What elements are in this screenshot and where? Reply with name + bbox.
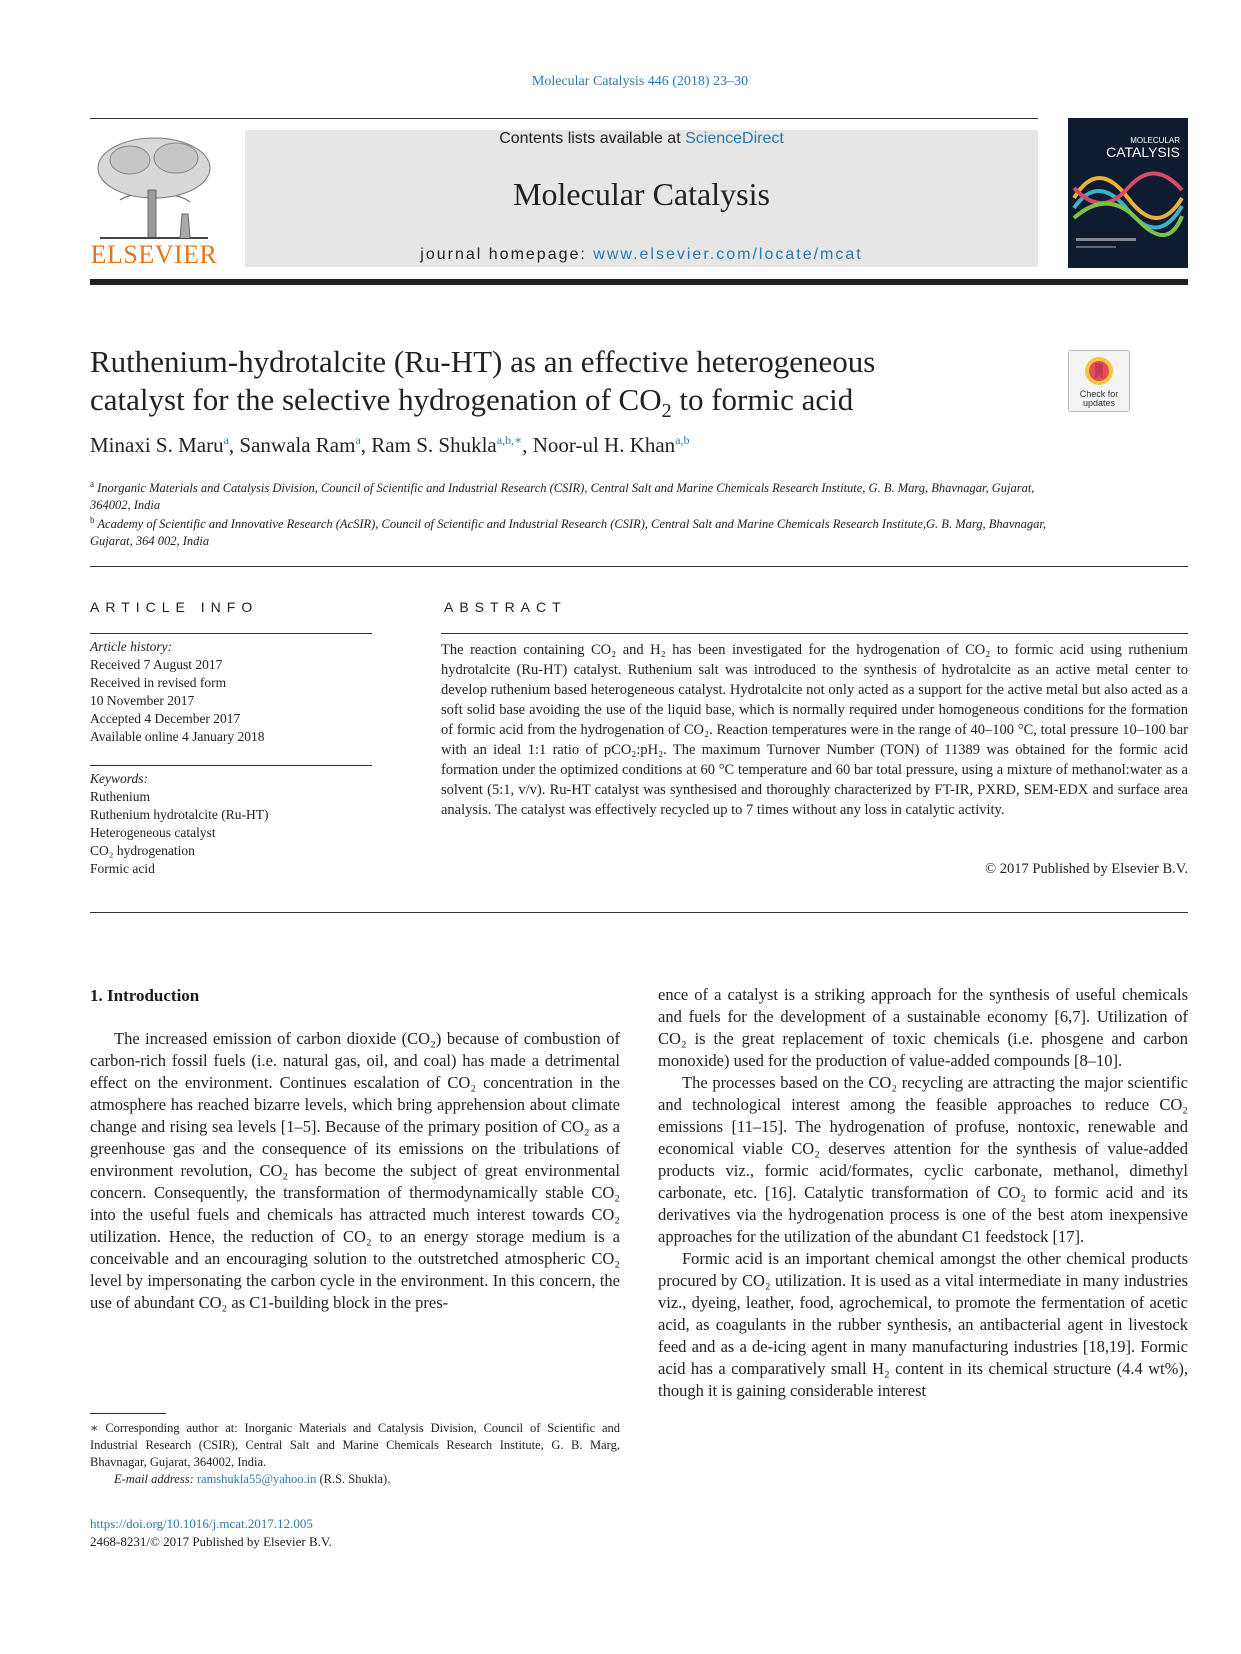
author[interactable]: Minaxi S. Maru$^a$ [90, 433, 229, 457]
author[interactable]: Noor-ul H. Khan$^{a,b}$ [532, 433, 690, 457]
header-thick-rule [90, 279, 1188, 285]
keywords-rule [90, 765, 372, 766]
issn-line: 2468-8231/© 2017 Published by Elsevier B.V. [90, 1534, 332, 1549]
abstract-copyright: © 2017 Published by Elsevier B.V. [985, 861, 1188, 877]
email-link[interactable]: ramshukla55@yahoo.in [196, 1472, 317, 1486]
corresponding-author-footnote: ∗ Corresponding author at: Inorganic Materials and Catalysis Division, Council of Scientific and Industrial Research (CSIR), Central Salt and Marine Chemicals Research Institute, G. B. Marg, Bhavnagar, Gujarat, 364002, India. E-mail address: ramshukla55@yahoo.in (R.S. Shukla). [90, 1421, 620, 1486]
footnote-rule [90, 1413, 166, 1414]
journal-reference[interactable]: Molecular Catalysis 446 (2018) 23–30 [531, 74, 749, 89]
keyword: CO₂ hydrogenation [90, 843, 195, 858]
body-left-column [90, 1028, 620, 1314]
author-list: Minaxi S. Maru$^a$, Sanwala Ram$^a$, Ram S. Shukla$^{a,b,∗}$, Noor-ul H. Khan$^{a,b}$ [90, 433, 690, 457]
article-info-heading: ARTICLE INFO [90, 599, 259, 615]
cover-art-icon [1068, 118, 1188, 268]
cover-title-small: MOLECULAR [1130, 136, 1180, 145]
tree-icon [90, 130, 218, 240]
abstract-bottom-rule [90, 912, 1188, 913]
author[interactable]: Sanwala Ram$^a$ [239, 433, 361, 457]
abstract-heading: ABSTRACT [444, 599, 567, 615]
abstract-rule [441, 633, 1188, 634]
elsevier-logo [90, 130, 218, 270]
affiliation-rule [90, 566, 1188, 567]
homepage-link[interactable]: www.elsevier.com/locate/mcat [593, 246, 863, 263]
body-paragraph: The increased emission of carbon dioxide (CO₂) because of combustion of carbon-rich fossil fuels (i.e. natural gas, oil, and coal) has made a detrimental effect on the environment. Continues escalation of CO₂ concentration in the atmosphere has reached bizarre levels, which bring apprehension about climate change and rising sea levels [1–5]. Because of the primary position of CO₂ as a greenhouse gas and the consequence of its emissions on the tribulations of environment revolution, CO₂ has become the subject of great environmental concern. Consequently, the transformation of thermodynamically stable CO₂ into the useful fuels and chemicals has attracted much interest towards CO₂ utilization. Hence, the reduction of CO₂ to an energy storage medium is a conceivable and an encouraging solution to the outstretched atmospheric CO₂ level by impersonating the carbon cycle in the environment. In this concern, the use of abundant CO₂ as C1-building block in the pres- [90, 1029, 620, 1312]
affiliation-b: $^b$ Academy of Scientific and Innovative Research (AcSIR), Council of Scientific and Industrial Research (CSIR), Central Salt and Marine Chemicals Research Institute,G. B. Marg, Bhavnagar, Gujarat, 364 002, India [90, 515, 1047, 549]
header-rule [90, 118, 1038, 119]
article-history: Article history: Received 7 August 2017 Received in revised form 10 November 2017 Accepted 4 December 2017 Available online 4 January 2018 [90, 639, 265, 744]
contents-line: Contents lists available at ScienceDirect [499, 130, 784, 147]
body-right-column [658, 984, 1188, 1402]
author[interactable]: Ram S. Shukla$^{a,b,∗}$ [371, 433, 523, 457]
cover-title-big: CATALYSIS [1106, 144, 1180, 160]
check-updates-icon [1069, 351, 1129, 391]
keyword: Heterogeneous catalyst [90, 825, 216, 840]
doi-block [90, 1515, 332, 1551]
publisher-logo-text: ELSEVIER [90, 240, 218, 269]
doi-link[interactable]: https://doi.org/10.1016/j.mcat.2017.12.005 [90, 1516, 313, 1531]
check-updates-label: Check for updates [1079, 389, 1119, 408]
keyword: Ruthenium hydrotalcite (Ru-HT) [90, 807, 269, 822]
homepage-line: journal homepage: www.elsevier.com/locate/mcat [420, 246, 863, 263]
body-paragraph: The processes based on the CO₂ recycling are attracting the major scientific and technological interest among the feasible approaches to reduce CO₂ emissions [11–15]. The hydrogenation of profuse, nontoxic, renewable and economical viable CO₂ deserves attention for the synthesis of value-added products viz., formic acid/formates, cyclic carbonate, methanol, dimethyl carbonate, etc. [16]. Catalytic transformation of CO₂ to formic acid and its derivatives via the hydrogenation process is one of the best atom inexpensive approaches for the utilization of the abundant C1 feedstock [17]. [658, 1073, 1188, 1246]
article-info-rule [90, 633, 372, 634]
keyword: Ruthenium [90, 789, 150, 804]
body-paragraph: ence of a catalyst is a striking approach for the synthesis of useful chemicals and fuels for the development of a sustainable economy [6,7]. Utilization of CO₂ is the great replacement of toxic chemicals (i.e. phosgene and carbon monoxide) used for the production of value-added compounds [8–10]. [658, 985, 1188, 1070]
journal-name: Molecular Catalysis [513, 176, 770, 212]
section-heading-introduction: 1. Introduction [90, 986, 200, 1005]
keyword: Formic acid [90, 861, 155, 876]
keywords: Keywords: Ruthenium Ruthenium hydrotalcite (Ru-HT) Heterogeneous catalyst CO₂ hydrogenation Formic acid [90, 770, 372, 878]
sciencedirect-link[interactable]: ScienceDirect [685, 130, 784, 147]
journal-masthead [245, 130, 1038, 267]
article-title: Ruthenium-hydrotalcite (Ru-HT) as an effective heterogeneous catalyst for the selective hydrogenation of $CO_2$ to formic acid [90, 344, 876, 423]
journal-cover[interactable] [1068, 118, 1188, 268]
affiliation-a: $^a$ Inorganic Materials and Catalysis Division, Council of Scientific and Industrial Research (CSIR), Central Salt and Marine Chemicals Research Institute, G. B. Marg, Bhavnagar, Gujarat, 364002, India [90, 479, 1035, 513]
check-for-updates-badge[interactable] [1068, 350, 1130, 412]
abstract-text: The reaction containing CO₂ and H₂ has been investigated for the hydrogenation of CO₂ to formic acid using ruthenium hydrotalcite (Ru-HT) catalyst. Ruthenium salt was introduced to the synthesis of hydrotalcite as an active metal center to develop ruthenium based heterogeneous catalyst. Hydrotalcite not only acted as a support for the active metal but also acted as a soft solid base avoiding the use of the liquid base, which is normally required under homogeneous conditions for the formation of formic acid from the hydrogenation of CO₂. Reaction temperatures were in the range of 40–100 °C, total pressure 10–100 bar with an ideal 1:1 ratio of pCO₂:pH₂. The maximum Turnover Number (TON) of 11389 was obtained for the formic acid formation under the optimized conditions at 60 °C temperature and 60 bar total pressure, using a mixture of methanol:water as a solvent (5:1, v/v). Ru-HT catalyst was synthesised and thoroughly characterized by FT-IR, PXRD, SEM-EDX and surface area analysis. The catalyst was effectively recycled up to 7 times without any loss in catalytic activity. [441, 642, 1188, 818]
body-paragraph: Formic acid is an important chemical amongst the other chemical products procured by CO₂ utilization. It is used as a vital intermediate in many industries viz., dyeing, leather, food, agrochemical, to promote the fermentation of acetic acid, as coagulants in the rubber synthesis, an antibacterial agent in livestock feed and as a de-icing agent in many manufacturing industries [18,19]. Formic acid has a comparatively small H₂ content in its chemical structure (4.4 wt%), though it is gaining considerable interest [658, 1249, 1188, 1400]
